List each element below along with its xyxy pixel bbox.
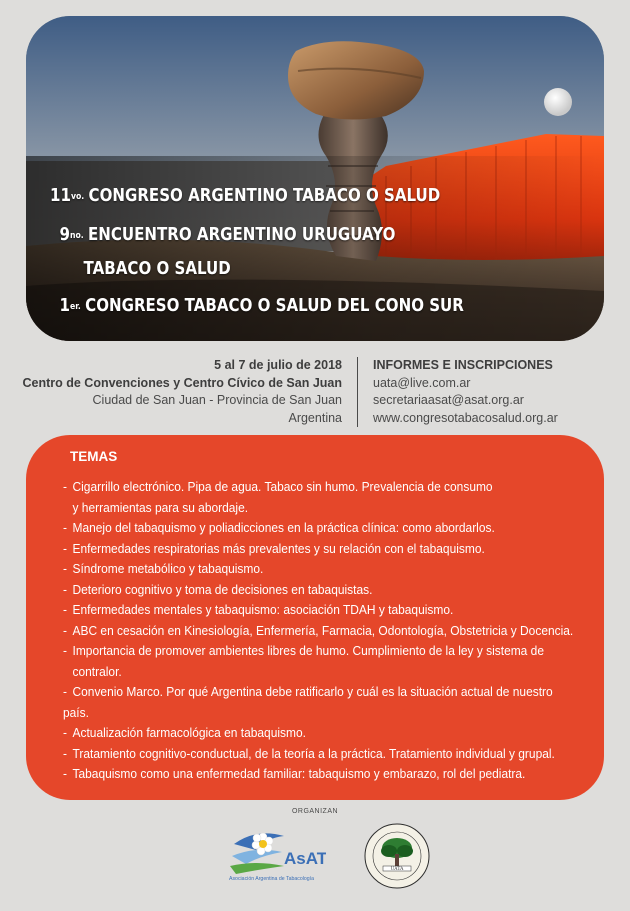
topic-text: Enfermedades mentales y tabaquismo: asociación TDAH y tabaquismo. <box>72 603 454 617</box>
topic-item <box>63 580 576 601</box>
bullet-dash: - <box>63 644 67 658</box>
topic-text: Importancia de promover ambientes libres de humo. Cumplimiento de la ley y sistema de <box>72 644 544 658</box>
topic-text: ABC en cesación en Kinesiología, Enfermería, Farmacia, Odontología, Obstetricia y Docencia. <box>72 623 574 638</box>
bullet-dash: - <box>63 603 67 617</box>
svg-text:Asociación Argentina de Tabaco: Asociación Argentina de Tabacología <box>229 876 314 882</box>
topic-text-continued: contralor. <box>72 664 122 679</box>
topic-item <box>63 559 576 580</box>
organizers-label: ORGANIZAN <box>291 808 339 815</box>
bullet-dash: - <box>63 562 67 576</box>
topic-item <box>63 539 576 560</box>
topic-item <box>63 744 576 765</box>
topic-item <box>63 723 576 744</box>
bullet-dash: - <box>63 726 67 740</box>
svg-text:UATA: UATA <box>390 867 404 872</box>
topic-item <box>63 477 576 518</box>
topic-text: Manejo del tabaquismo y poliadicciones en la práctica clínica: como abordarlos. <box>72 521 495 535</box>
contact-heading: INFORMES E INSCRIPCIONES <box>373 358 553 372</box>
bullet-dash: - <box>63 685 67 699</box>
event-venue: Centro de Convenciones y Centro Cívico de San Juan <box>22 375 342 390</box>
topic-item <box>63 600 576 621</box>
title-line-2: $9^{no.}$ ENCUENTRO ARGENTINO URUGUAYO <box>59 225 396 245</box>
topic-text-continued: y herramientas para su abordaje. <box>72 500 249 515</box>
contact-email-uata[interactable]: uata@live.com.ar <box>373 375 471 390</box>
hero-banner <box>26 16 604 341</box>
bullet-dash: - <box>63 480 67 494</box>
topics-title: TEMAS <box>70 449 118 464</box>
topic-text: Tabaquismo como una enfermedad familiar: tabaquismo y embarazo, rol del pediatra. <box>72 767 526 781</box>
title-line-1: $11^{vo.}$ CONGRESO ARGENTINO TABACO O SALUD <box>50 186 441 206</box>
topic-text: Síndrome metabólico y tabaquismo. <box>72 562 264 576</box>
contact-info <box>373 357 558 427</box>
topics-list <box>63 477 576 785</box>
topics-box <box>26 435 604 800</box>
topic-item <box>63 518 576 539</box>
topic-item <box>63 682 576 723</box>
event-info <box>22 357 342 427</box>
topic-text: Enfermedades respiratorias más prevalentes y su relación con el tabaquismo. <box>72 541 485 556</box>
bullet-dash: - <box>63 767 67 781</box>
event-dates: 5 al 7 de julio de 2018 <box>214 358 342 372</box>
asat-logo <box>226 822 326 886</box>
landscape-illustration <box>26 16 604 341</box>
title-line-4: $1^{er.}$ CONGRESO TABACO O SALUD DEL CONO SUR <box>59 296 464 316</box>
bullet-dash: - <box>63 582 67 597</box>
event-country: Argentina <box>288 410 342 425</box>
bullet-dash: - <box>63 623 67 638</box>
contact-email-asat[interactable]: secretariaasat@asat.org.ar <box>373 393 524 407</box>
uata-logo <box>361 822 433 890</box>
topic-item <box>63 641 576 682</box>
topic-text: Cigarrillo electrónico. Pipa de agua. Tabaco sin humo. Prevalencia de consumo <box>72 480 493 494</box>
bullet-dash: - <box>63 521 67 535</box>
title-line-3: TABACO O SALUD <box>83 259 231 279</box>
topic-item <box>63 621 576 642</box>
info-divider <box>357 357 358 427</box>
topic-item <box>63 764 576 785</box>
topic-text: Actualización farmacológica en tabaquismo. <box>72 726 306 740</box>
bullet-dash: - <box>63 541 67 556</box>
moon-icon <box>544 88 572 116</box>
topic-text: Convenio Marco. Por qué Argentina debe ratificarlo y cuál es la situación actual de nuestro país. <box>63 685 553 720</box>
event-city: Ciudad de San Juan - Provincia de San Juan <box>92 393 342 407</box>
bullet-dash: - <box>63 746 67 761</box>
topic-text: Deterioro cognitivo y toma de decisiones en tabaquistas. <box>72 582 373 597</box>
svg-text:AsAT: AsAT <box>284 849 326 868</box>
topic-text: Tratamiento cognitivo-conductual, de la teoría a la práctica. Tratamiento individual y grupal. <box>72 746 555 761</box>
contact-website[interactable]: www.congresotabacosalud.org.ar <box>373 410 558 425</box>
